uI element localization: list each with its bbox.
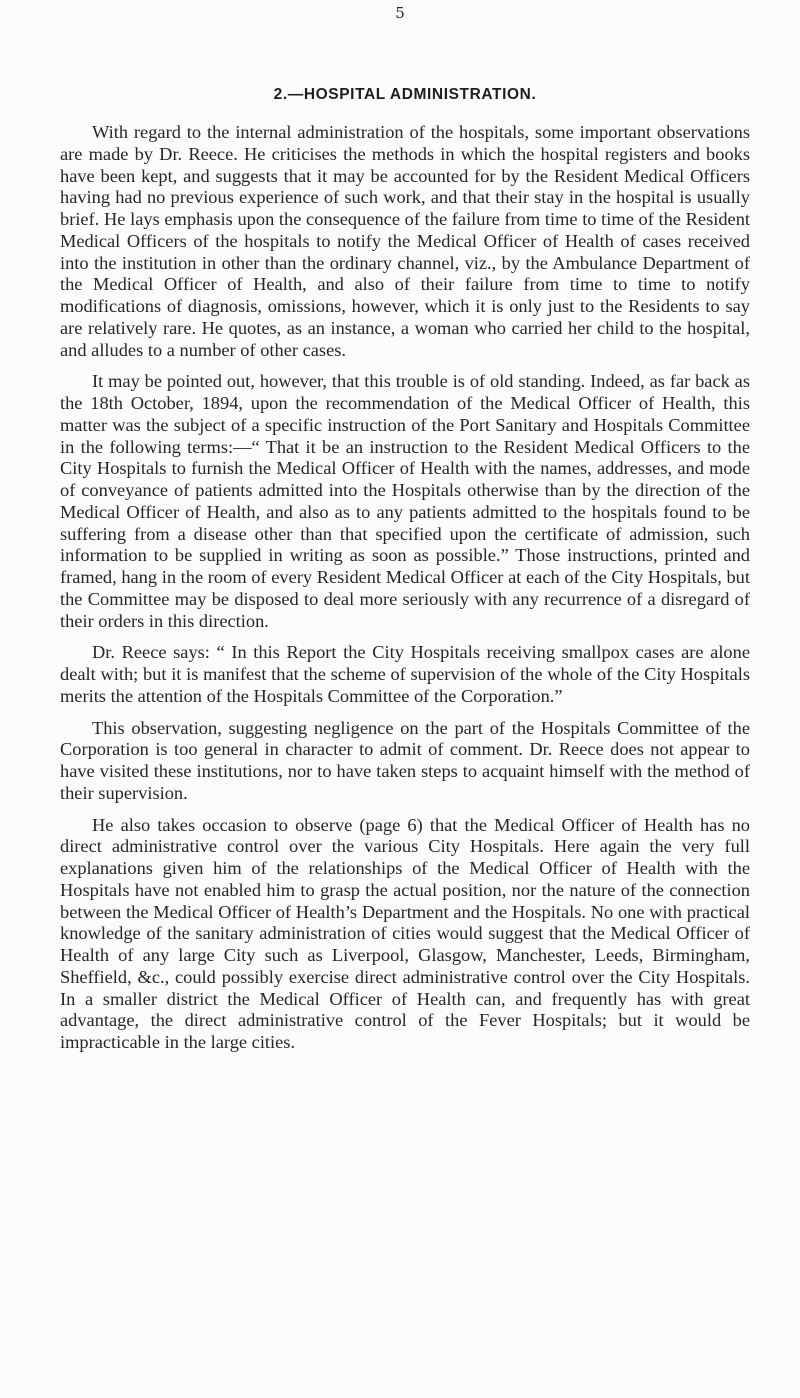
paragraph-1: With regard to the internal administration of the hospitals, some important observations are made by Dr. Reece. He criticises the methods in which the hospital registers and books have been kept, and suggests that it may be accounted for by the Resident Medical Officers having had no previous experience of such work, and that their stay in the hospital is usually brief. He lays emphasis upon the consequence of the failure from time to time of the Resident Medical Officers of the hospitals to notify the Medical Officer of Health of cases received into the institution in other than the ordinary channel, viz., by the Ambulance Department of the Medical Officer of Health, and also of their failure from time to time to notify modifications of diagnosis, omissions, however, which it is only just to the Residents to say are relatively rare. He quotes, as an instance, a woman who carried her child to the hospital, and alludes to a number of other cases. [60, 122, 750, 360]
paragraph-3: Dr. Reece says: “ In this Report the City Hospitals receiving smallpox cases are alone dealt with; but it is manifest that the scheme of supervision of the whole of the City Hospitals merits the attention of the Hospitals Committee of the Corporation.” [60, 642, 750, 706]
paragraph-2: It may be pointed out, however, that this trouble is of old standing. Indeed, as far back as the 18th October, 1894, upon the recommendation of the Medical Officer of Health, this matter was the subject of a specific instruction of the Port Sanitary and Hospitals Committee in the following terms:—“ That it be an instruction to the Resident Medical Officers to the City Hospitals to furnish the Medical Officer of Health with the names, addresses, and mode of conveyance of patients admitted into the Hospitals otherwise than by the direction of the Medical Officer of Health, and also as to any patients admitted to the hospitals found to be suffering from a disease other than that specified upon the certificate of admission, such information to be supplied in writing as soon as possible.” Those instructions, printed and framed, hang in the room of every Resident Medical Officer at each of the City Hospitals, but the Committee may be disposed to deal more seriously with any recurrence of a disregard of their orders in this direction. [60, 371, 750, 631]
body-text [60, 122, 750, 1064]
page-number: 5 [395, 4, 405, 22]
paragraph-5: He also takes occasion to observe (page 6) that the Medical Officer of Health has no direct administrative control over the various City Hospitals. Here again the very full explanations given him of the relationships of the Medical Officer of Health with the Hospitals have not enabled him to grasp the actual position, nor the nature of the connection between the Medical Officer of Health’s Department and the Hospitals. No one with practical knowledge of the sanitary administration of cities would suggest that the Medical Officer of Health of any large City such as Liverpool, Glasgow, Manchester, Leeds, Birmingham, Sheffield, &c., could possibly exercise direct administrative control over the City Hospitals. In a smaller district the Medical Officer of Health can, and frequently has with great advantage, the direct administrative control of the Fever Hospitals; but it would be impracticable in the large cities. [60, 814, 750, 1052]
section-heading: 2.—HOSPITAL ADMINISTRATION. [273, 86, 537, 103]
paragraph-4: This observation, suggesting negligence on the part of the Hospitals Committee of the Corporation is too general in character to admit of comment. Dr. Reece does not appear to have visited these institutions, nor to have taken steps to acquaint himself with the method of their supervision. [60, 717, 750, 803]
